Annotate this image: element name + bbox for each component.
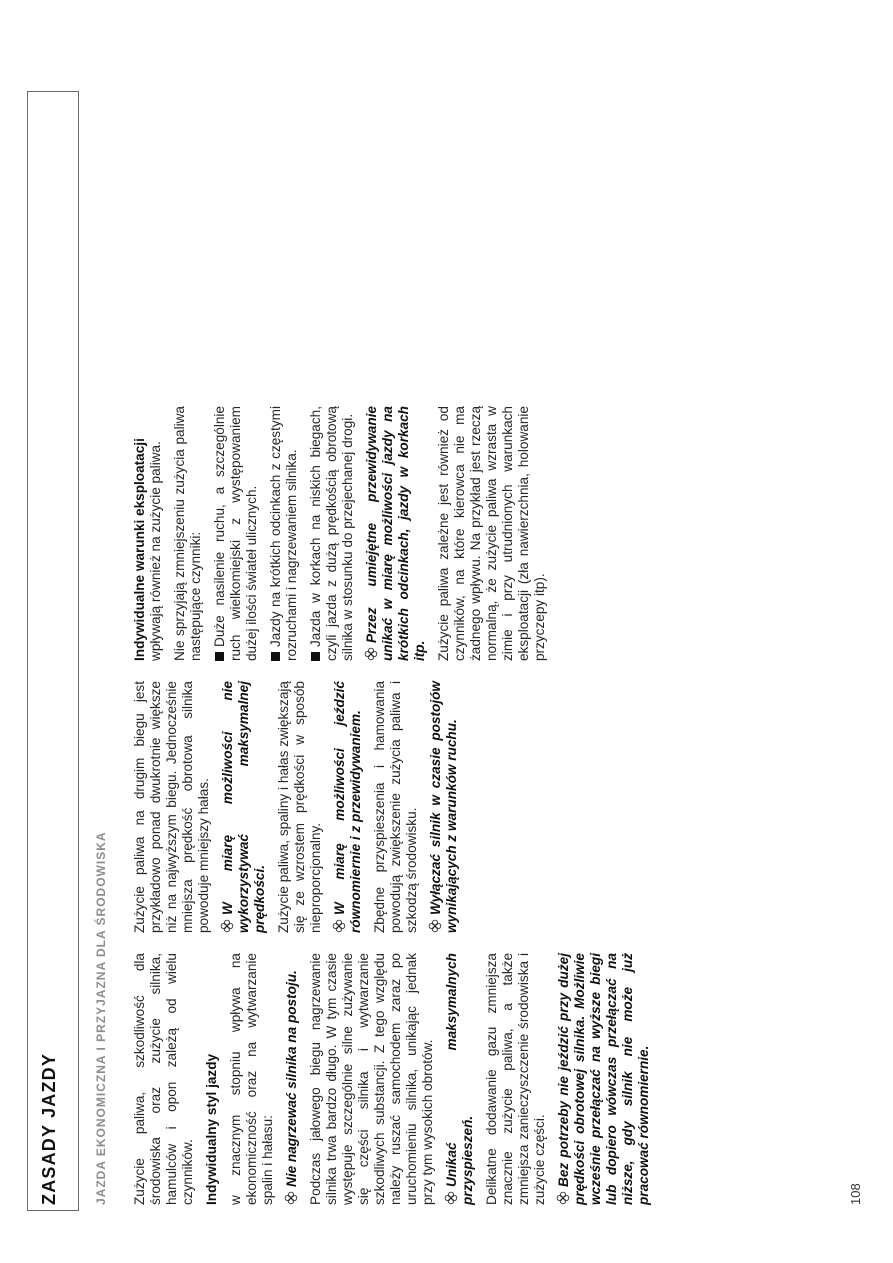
bullet-square-icon	[271, 652, 280, 661]
paragraph: Podczas jałowego biegu nagrzewanie silnika trwa bardzo długo. W tym czasie występuje szczególnie silne zużywanie się części silnika i wytwarzanie szkodliwych substancji. Z tego względu należy ruszać samochodem zaraz po uruchomieniu silnika, unikając jednak przy tym wysokich obrotów.	[308, 953, 435, 1205]
paragraph: Zużycie paliwa na drugim biegu jest przykładowo ponad dwukrotnie większe niż na najwyższym biegu. Jednocześnie mniejsza prędkość obrotowa silnika powoduje mniejszy hałas.	[132, 681, 211, 933]
bullet-item	[268, 406, 300, 661]
section-title: JAZDA EKONOMICZNA I PRZYJAZNA DLA ŚRODOWISKA	[94, 831, 108, 1205]
hint-text: Unikać maksymalnych przyspieszeń.	[444, 953, 475, 1205]
flower-icon	[220, 919, 234, 933]
paragraph: Nie sprzyjają zmniejszeniu zużycia paliwa następujące czynniki:	[172, 406, 203, 661]
bullet-text: Jazdy na krótkich odcinkach z częstymi rozruchami i nagrzewaniem silnika.	[268, 406, 299, 661]
paragraph: w znacznym stopniu wpływa na ekonomiczność oraz na wytwarzanie spalin i hałasu:	[228, 953, 275, 1205]
hint-item	[332, 681, 364, 933]
hint-item	[364, 406, 428, 661]
hint-item	[284, 953, 300, 1205]
column-2	[132, 681, 468, 933]
bullet-item	[308, 406, 356, 661]
paragraph: Zużycie paliwa, szkodliwość dla środowiska oraz zużycie silnika, hamulców i opon zależą od wielu czynników.	[132, 953, 195, 1205]
subheading: Indywidualny styl jazdy	[204, 1053, 219, 1205]
bullet-text: Duże nasilenie ruchu, a szczególnie ruch wielkomiejski z występowaniem dużej ilości świateł ulicznych.	[212, 406, 259, 661]
column-1	[132, 953, 660, 1205]
paragraph: Delikatne dodawanie gazu zmniejsza znacznie zużycie paliwa, a także zmniejsza zanieczyszczenie środowiska i zużycie części.	[484, 953, 547, 1205]
flower-icon	[444, 1191, 458, 1205]
hint-item	[556, 953, 652, 1205]
hint-item	[220, 681, 268, 933]
hint-text: W miarę możliwości jeździć równomiernie i z przewidywaniem.	[332, 681, 363, 933]
paragraph: Zużycie paliwa zależne jest również od czynników, na które kierowca nie ma żadnego wpływu. Na przykład jest rzeczą normalną, że zużycie paliwa wzrasta w zimie i przy utrudnionych warunkach eksploatacji (zła nawierzchnia, holowanie przyczepy itp).	[436, 406, 547, 661]
hint-text: Nie nagrzewać silnika na postoju.	[284, 970, 299, 1187]
header-box	[27, 91, 79, 1211]
paragraph: Zużycie paliwa, spaliny i hałas zwiększają się ze wzrostem prędkości w sposób nieproporcjonalny.	[276, 681, 323, 933]
hint-text: Bez potrzeby nie jeździć przy dużej prędkości obrotowej silnika. Możliwie wcześnie przełączać na wyższe biegi lub dopiero wówczas przełączać na niższe, gdy silnik nie może już pracować równomiernie.	[556, 953, 651, 1205]
column-3	[132, 406, 556, 661]
flower-icon	[364, 647, 378, 661]
hint-text: W miarę możliwości nie wykorzystywać maksymalnej prędkości.	[220, 681, 267, 933]
paragraph-text: wpływają również na zużycie paliwa.	[148, 441, 163, 661]
paragraph	[132, 406, 164, 661]
hint-item	[428, 681, 460, 933]
flower-icon	[332, 919, 346, 933]
flower-icon	[284, 1191, 298, 1205]
page-number: 108	[848, 1183, 863, 1205]
subheading: Indywidualne warunki eksploatacji	[132, 438, 147, 661]
flower-icon	[556, 1191, 570, 1205]
bullet-square-icon	[311, 652, 320, 661]
hint-text: Wyłączać silnik w czasie postojów wynikających z warunków ruchu.	[428, 681, 459, 933]
bullet-square-icon	[215, 652, 224, 661]
page-title: ZASADY JAZDY	[39, 1052, 59, 1205]
flower-icon	[428, 919, 442, 933]
hint-item	[444, 953, 476, 1205]
hint-text: Przez umiejętne przewidywanie unikać w miarę możliwości jazdy na krótkich odcinkach, jazdy w korkach itp.	[364, 406, 427, 661]
paragraph: Zbędne przyspieszenia i hamowania powodują zwiększenie zużycia paliwa i szkodzą środowisku.	[372, 681, 419, 933]
bullet-item	[212, 406, 260, 661]
bullet-text: Jazda w korkach na niskich biegach, czyli jazda z dużą prędkością obrotową silnika w stosunku do przejechanej drogi.	[308, 406, 355, 661]
